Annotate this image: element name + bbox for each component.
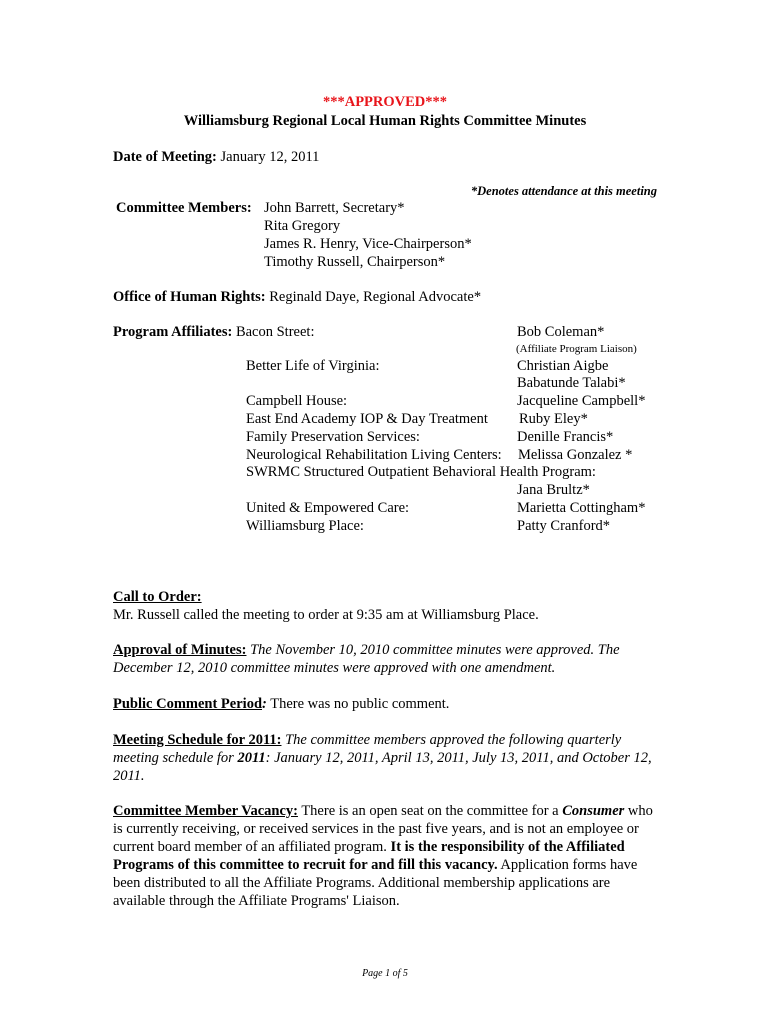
affiliate-person: Bob Coleman* xyxy=(517,324,605,340)
schedule-year: 2011 xyxy=(237,750,266,766)
affiliate-program: Family Preservation Services: xyxy=(246,429,420,445)
affiliate-person: Jacqueline Campbell* xyxy=(517,393,646,409)
affiliate-program: East End Academy IOP & Day Treatment xyxy=(246,411,488,427)
approval-text: The November 10, 2010 committee minutes were approved. The December 12, 2010 committee minutes were approved with one amendment. xyxy=(113,642,620,676)
call-to-order-text: Mr. Russell called the meeting to order at 9:35 am at Williamsburg Place. xyxy=(113,607,539,623)
schedule-text: The committee members approved the following quarterly meeting schedule for xyxy=(113,732,622,766)
approval-section xyxy=(113,641,658,677)
affiliates-label: Program Affiliates: xyxy=(113,324,233,340)
attendance-note: *Denotes attendance at this meeting xyxy=(470,184,657,198)
document-title: Williamsburg Regional Local Human Rights Committee Minutes xyxy=(183,113,587,129)
affiliate-person: Marietta Cottingham* xyxy=(517,500,646,516)
committee-member: Timothy Russell, Chairperson* xyxy=(264,254,446,270)
affiliate-program: SWRMC Structured Outpatient Behavioral Health Program: xyxy=(246,464,596,480)
affiliate-person: Babatunde Talabi* xyxy=(517,375,626,391)
affiliate-program: Williamsburg Place: xyxy=(246,518,364,534)
affiliate-program: Neurological Rehabilitation Living Centers: xyxy=(246,447,502,463)
schedule-heading: Meeting Schedule for 2011: xyxy=(113,732,282,748)
meeting-date-value: January 12, 2011 xyxy=(220,149,320,165)
call-to-order-heading: Call to Order: xyxy=(113,589,202,605)
affiliate-liaison-note: (Affiliate Program Liaison) xyxy=(516,343,637,355)
committee-member: James R. Henry, Vice-Chairperson* xyxy=(264,236,472,252)
affiliate-program: Bacon Street: xyxy=(235,324,315,340)
vacancy-heading: Committee Member Vacancy: xyxy=(113,803,298,819)
approval-heading: Approval of Minutes: xyxy=(113,642,247,658)
affiliate-program: Campbell House: xyxy=(246,393,348,409)
committee-member: John Barrett, Secretary* xyxy=(264,200,405,216)
ohr-label: Office of Human Rights: xyxy=(113,289,266,305)
approved-status: ***APPROVED*** xyxy=(322,94,448,110)
schedule-section xyxy=(113,731,658,785)
committee-member: Rita Gregory xyxy=(264,218,341,234)
affiliate-program: United & Empowered Care: xyxy=(246,500,410,516)
affiliate-person: Denille Francis* xyxy=(517,429,614,445)
vacancy-responsibility: It is the responsibility of the Affiliated Programs of this committee to recruit for and fill this vacancy. xyxy=(113,839,625,873)
affiliate-program: Better Life of Virginia: xyxy=(246,358,380,374)
vacancy-consumer: Consumer xyxy=(562,803,625,819)
affiliate-person: Melissa Gonzalez * xyxy=(518,447,633,463)
public-comment-heading: Public Comment Period xyxy=(113,696,263,712)
vacancy-applications: Application forms have been distributed to all the Affiliate Programs. Additional membership applications are available through the Affiliate Programs' Liaison. xyxy=(113,857,638,909)
affiliate-person: Jana Brultz* xyxy=(517,482,590,498)
public-comment-text: There was no public comment. xyxy=(270,696,450,712)
public-comment-colon: : xyxy=(262,696,267,712)
public-comment-section xyxy=(113,695,449,713)
vacancy-section xyxy=(113,802,658,910)
meeting-date-line xyxy=(113,148,319,166)
schedule-dates: : January 12, 2011, April 13, 2011, July 13, 2011, and October 12, 2011. xyxy=(113,750,652,784)
vacancy-text-cont: who is currently receiving, or received services in the past five years, and is not an employee or current board member of an affiliated program. xyxy=(113,803,653,855)
ohr-value: Reginald Daye, Regional Advocate* xyxy=(269,289,482,305)
affiliate-person: Ruby Eley* xyxy=(519,411,588,427)
affiliate-person: Christian Aigbe xyxy=(517,358,609,374)
meeting-date-label: Date of Meeting: xyxy=(113,149,217,165)
committee-members-label: Committee Members: xyxy=(116,200,252,216)
affiliate-person: Patty Cranford* xyxy=(517,518,611,534)
vacancy-text: There is an open seat on the committee for a xyxy=(301,803,563,819)
page-number: Page 1 of 5 xyxy=(362,968,408,979)
affiliates-first-line xyxy=(113,323,314,341)
ohr-line xyxy=(113,288,481,306)
